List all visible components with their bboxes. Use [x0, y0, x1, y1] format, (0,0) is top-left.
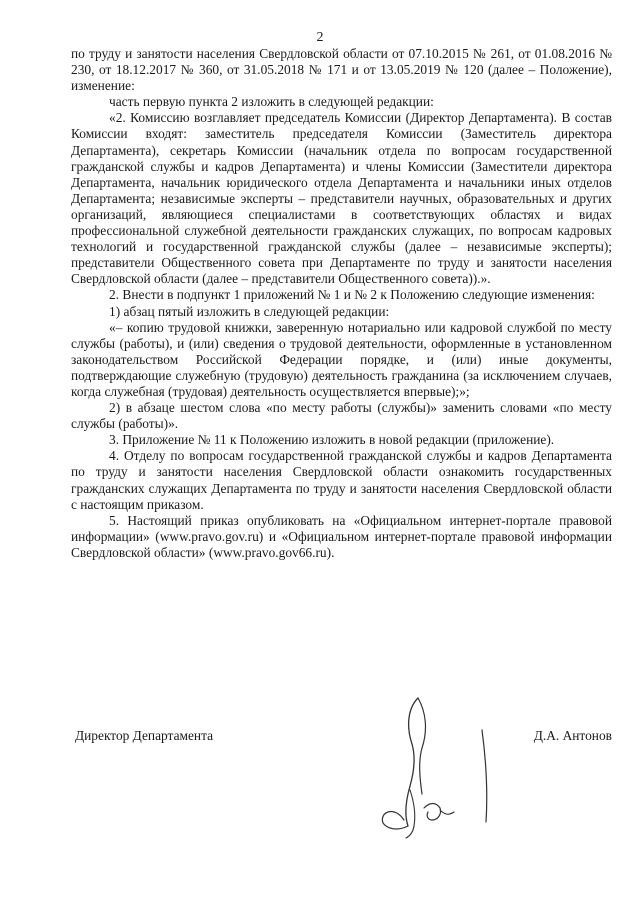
handwritten-signature: [370, 690, 510, 850]
paragraph-subitem-1: 1) абзац пятый изложить в следующей редакции:: [109, 303, 390, 319]
paragraph-subitem-2: 2) в абзаце шестом слова «по месту работы (службы)» заменить словами «по месту службы (работы)».: [71, 400, 612, 432]
paragraph-item-4: 4. Отделу по вопросам государственной гражданской службы и кадров Департамента по труду и занятости населения Свердловской области ознакомить государственных гражданских служащих Департамента по труду и занятости населения Свердловской области с настоящим приказом.: [71, 448, 612, 512]
paragraph-item-3: 3. Приложение № 11 к Положению изложить в новой редакции (приложение).: [109, 432, 555, 448]
paragraph-item-2: 2. Внести в подпункт 1 приложений № 1 и № 2 к Положению следующие изменения:: [109, 287, 595, 303]
paragraph-continuation: по труду и занятости населения Свердловской области от 07.10.2015 № 261, от 01.08.2016 № 230, от 18.12.2017 № 360, от 31.05.2018 № 171 и от 13.05.2019 № 120 (далее – Положение), изменение:: [71, 46, 612, 94]
signatory-title: Директор Департамента: [75, 728, 214, 743]
document-body: [71, 46, 612, 561]
page-number: 2: [316, 30, 324, 45]
paragraph-work-record-copy: «– копию трудовой книжки, заверенную нотариально или кадровой службой по месту службы (работы), и (или) сведения о трудовой деятельности, оформленные в установленном законодательством Российской Федерации порядке, и (или) иные документы, подтверждающие служебную (трудовую) деятельность гражданина (за исключением случаев, когда служебная (трудовая) деятельность осуществляется впервые);»;: [71, 319, 612, 399]
paragraph-commission-composition: «2. Комиссию возглавляет председатель Комиссии (Директор Департамента). В состав Комиссии входят: заместитель председателя Комиссии (Заместитель директора Департамента), секретарь Комиссии (начальник отдела по вопросам государственной гражданской службы и кадров Департамента) и члены Комиссии (Заместители директора Департамента, начальник юридического отдела Департамента и начальники иных отделов Департамента; независимые эксперты – представители научных, образовательных и других организаций, являющиеся специалистами в соответствующих областях и видах профессиональной служебной деятельности гражданских служащих, по вопросам кадровых технологий и государственной гражданской службы (далее – независимые эксперты); представители Общественного совета при Департаменте по труду и занятости населения Свердловской области (далее – представители Общественного совета)).».: [71, 110, 612, 287]
paragraph-amendment-intro: часть первую пункта 2 изложить в следующей редакции:: [109, 94, 434, 110]
signatory-name: Д.А. Антонов: [533, 728, 612, 743]
paragraph-item-5: 5. Настоящий приказ опубликовать на «Официальном интернет-портале правовой информации» (www.pravo.gov.ru) и «Официальном интернет-портале правовой информации Свердловской области» (www.pravo.gov66.ru).: [71, 512, 612, 560]
